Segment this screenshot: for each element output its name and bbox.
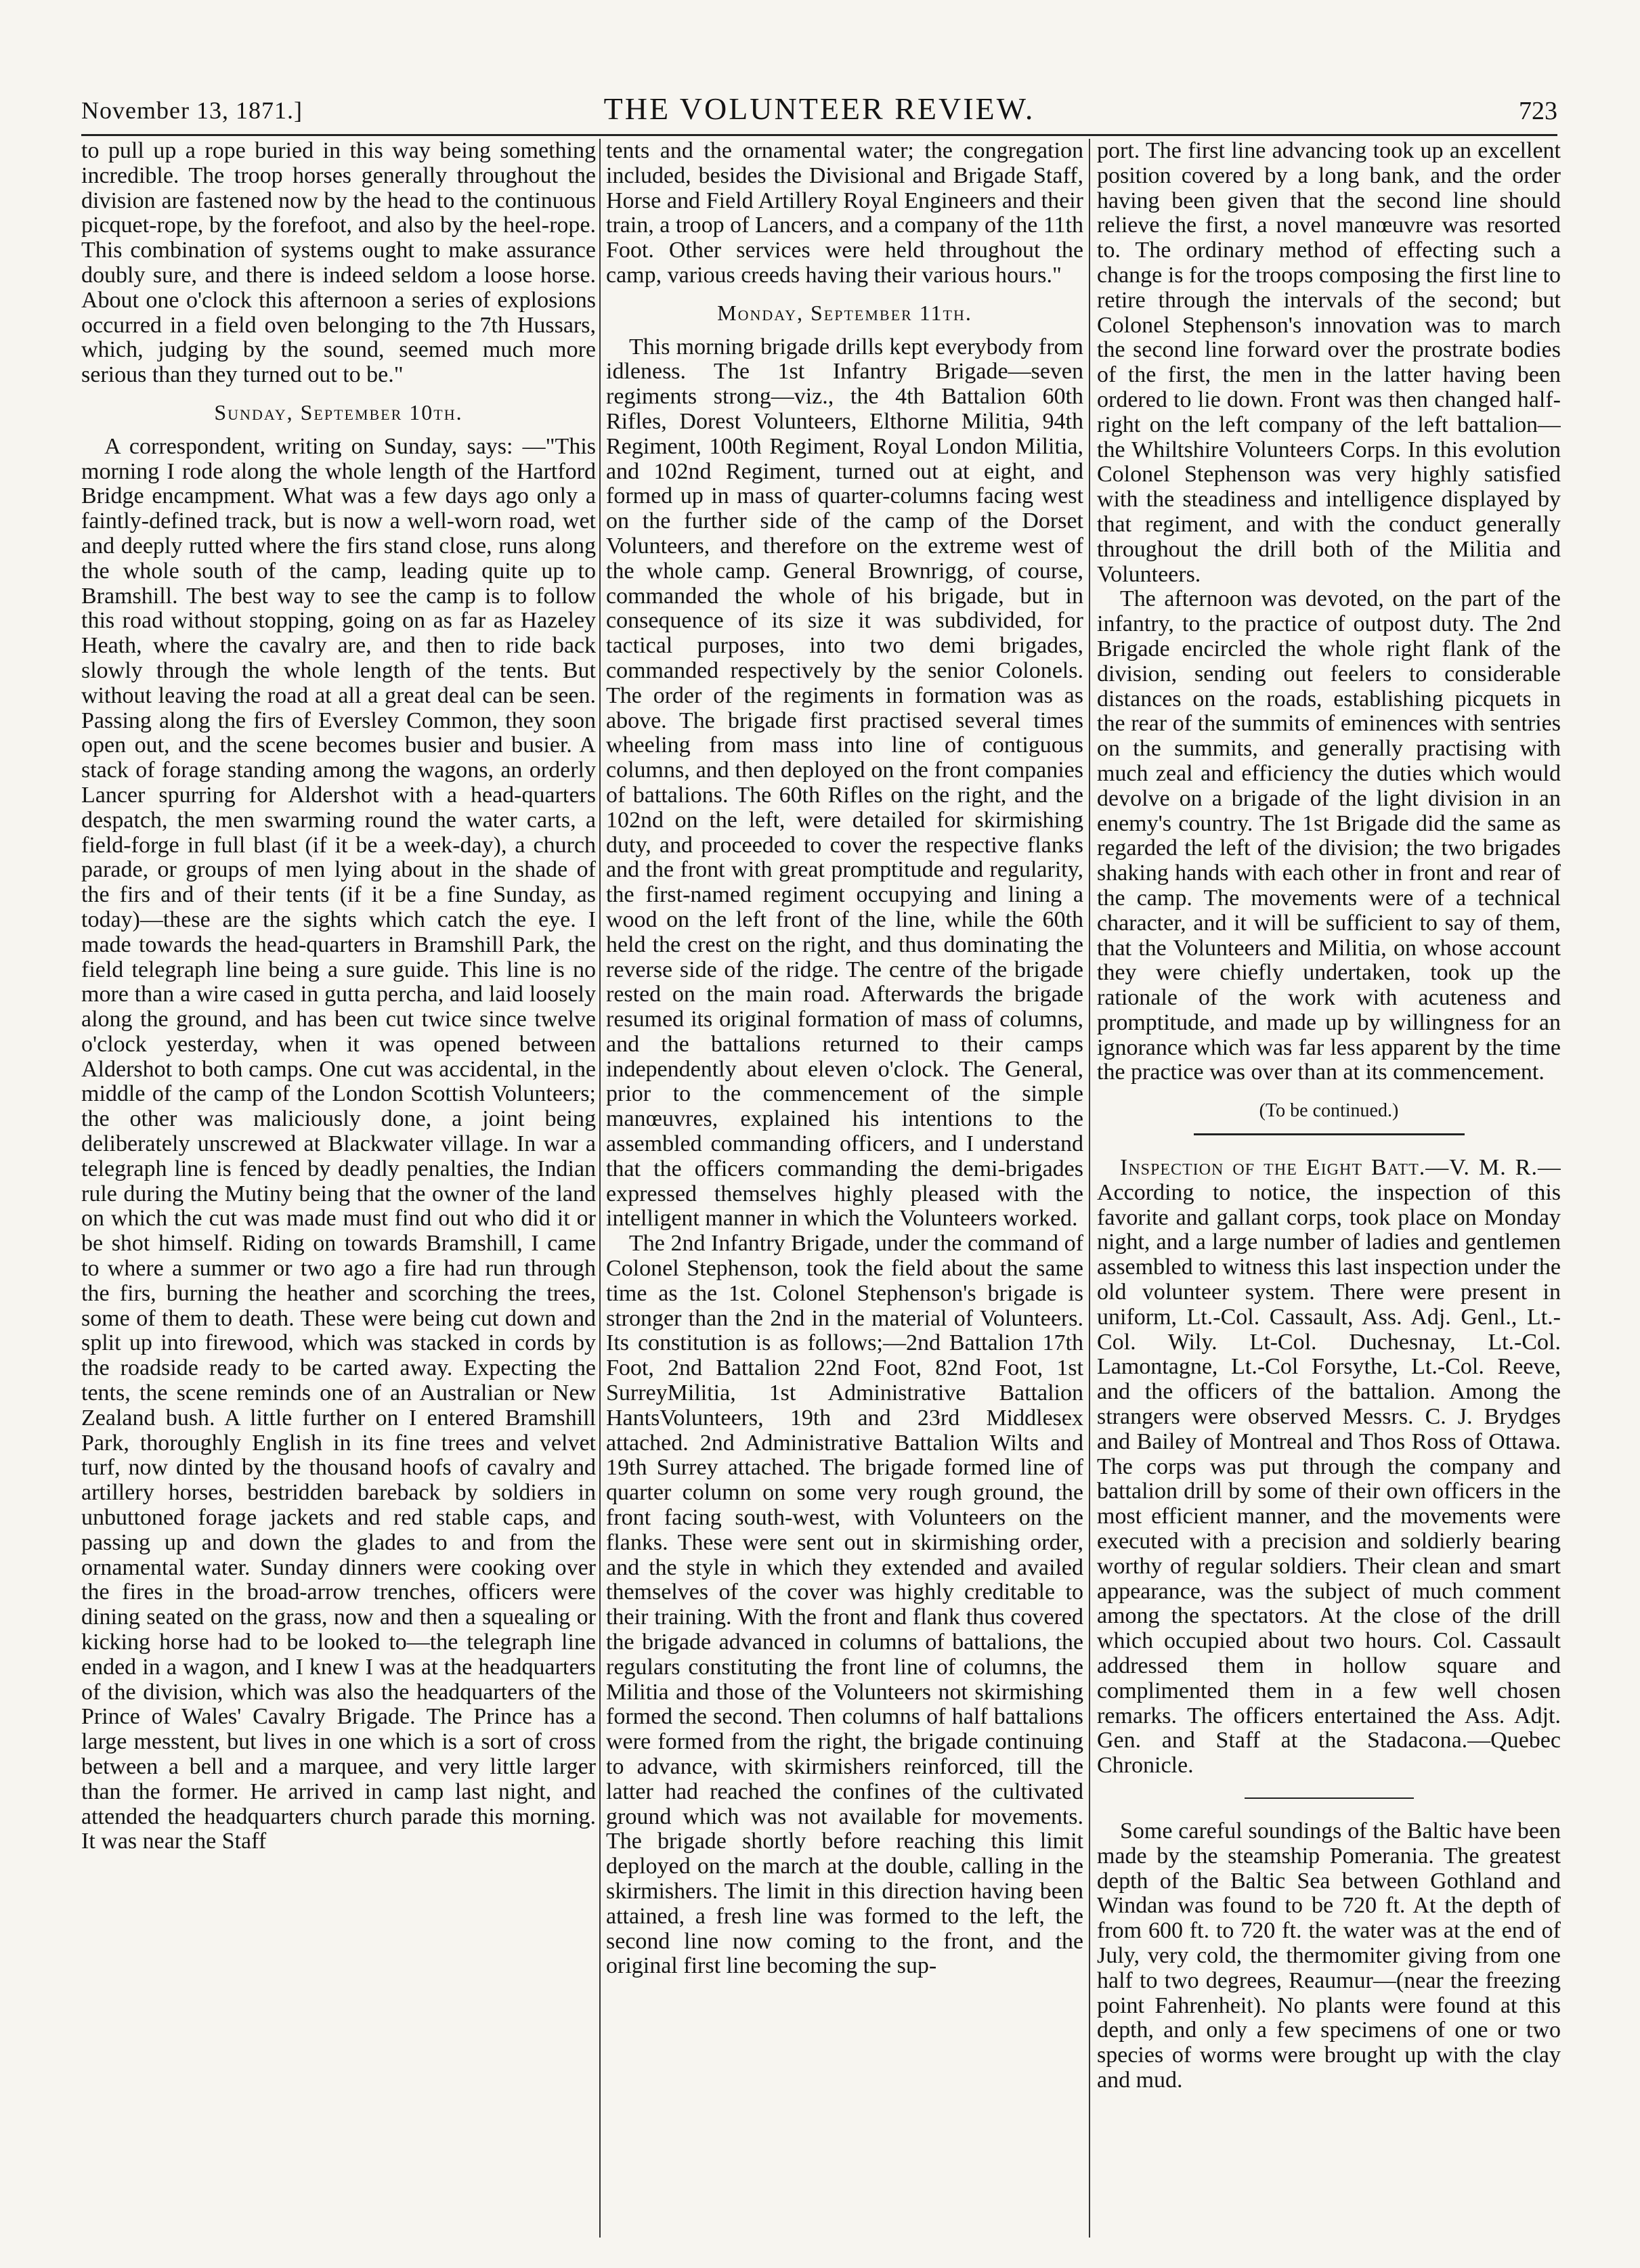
col1-continued-paragraph: to pull up a rope buried in this way being something incredible. The troop horses generally throughout the division are fastened now by the head to the continuous picquet-rope, by the forefoot, and also by the heel-rope. This combination of systems ought to make assurance doubly sure, and there is indeed seldom a loose horse. About one o'clock this afternoon a series of explosions occurred in a field oven belonging to the 7th Hussars, which, judging by the sound, seemed much more serious than they turned out to be." (81, 139, 596, 388)
header-date: November 13, 1871.] (81, 97, 303, 124)
inspection-article (1097, 1156, 1561, 1779)
col2-brigade-drill-paragraph: This morning brigade drills kept everybody from idleness. The 1st Infantry Brigade—seven regiments strong—viz., the 4th Battalion 60th Rifles, Dorest Volunteers, Elthorne Militia, 94th Regiment, 100th Regiment, Royal London Militia, and 102nd Regiment, turned out at eight, and formed up in mass of quarter-columns facing west on the further side of the camp of the Dorset Volunteers, and therefore on the extreme west of the whole camp. General Brownrigg, of course, commanded the whole of his brigade, but in consequence of its size it was subdivided, for tactical purposes, into two demi brigades, commanded respectively by the senior Colonels. The order of the regiments in formation was as above. The brigade first practised several times wheeling from mass into line of contiguous columns, and then deployed on the front companies of battalions. The 60th Rifles on the right, and the 102nd on the left, were detailed for skirmishing duty, and proceeded to cover the respective flanks and the front with great promptitude and regularity, the first-named regiment occupying and lining a wood on the left front of the line, while the 60th held the crest on the right, and thus dominating the reverse side of the ridge. The centre of the brigade rested on the main road. Afterwards the brigade resumed its original formation of mass of columns, and the battalions returned to their camps independently about eleven o'clock. The General, prior to the commencement of the simple manœuvres, explained his intentions to the assembled commanding officers, and I understand that the officers commanding the demi-brigades expressed themselves highly pleased with the intelligent manner in which the Volunteers worked. (606, 334, 1083, 1231)
col2-continued-paragraph: tents and the ornamental water; the congregation included, besides the Divisional and Brigade Staff, Horse and Field Artillery Royal Engineers and their train, a troop of Lancers, and a company of the 11th Foot. Other services were held throughout the camp, various creeds having their various hours." (606, 139, 1083, 288)
section-heading-sunday: Sunday, September 10th. (214, 399, 463, 424)
article-separator-rule (1194, 1133, 1465, 1135)
col1-sunday-paragraph: A correspondent, writing on Sunday, says: —"This morning I rode along the whole length of the Hartford Bridge encampment. What was a few days ago only a faintly-defined track, but is now a well-worn road, wet and deeply rutted where the firs stand close, runs along the whole south of the camp, leading quite up to Bramshill. The best way to see the camp is to follow this road without stopping, going on as far as Hazeley Heath, where the cavalry are, and then to ride back slowly through the whole length of the tents. But without leaving the road at all a great deal can be seen. Passing along the firs of Eversley Common, they soon open out, and the scene becomes busier and busier. A stack of forage standing among the wagons, an orderly Lancer spurring for Aldershot with a head-quarters despatch, the men swarming round the water carts, a field-forge in full blast (if it be a week-day), a church parade, or groups of men lying about in the shade of the firs and of their tents (if it be a fine Sunday, as today)—these are the sights which catch the eye. I made towards the head-quarters in Bramshill Park, the field telegraph line being a sure guide. This line is no more than a wire cased in gutta percha, and laid loosely along the ground, and has been cut twice since twelve o'clock yesterday, when it was opened between Aldershot to both camps. One cut was accidental, in the middle of the camp of the London Scottish Volunteers; the other was maliciously done, a joint being deliberately unscrewed at Blackwater village. In war a telegraph line is fenced by deadly penalties, the Indian rule during the Mutiny being that the owner of the land on which the cut was made must find out who did it or be shot himself. Riding on towards Bramshill, I came to where a summer or two ago a fire had run through the firs, burning the heather and scorching the trees, some of them to death. These were being cut down and split up into firewood, which was stacked in cords by the roadside ready to be carted away. Expecting the tents, the scene reminds one of an Australian or New Zealand bush. A little further on I entered Bramshill Park, thoroughly English in its fine trees and velvet turf, now dinted by the thousand hoofs of cavalry and artillery horses, bestridden bareback by soldiers in unbuttoned forage jackets and red stable caps, and passing up and down the glades to and from the ornamental water. Sunday dinners were cooking over the fires in the broad-arrow trenches, officers were dining seated on the grass, now and then a squealing or kicking horse had to be looked to—the telegraph line ended in a wagon, and I knew I was at the headquarters of the division, which was also the headquarters of the Prince of Wales' Cavalry Brigade. The Prince has a large messtent, but lives in one which is a sort of cross between a bell and a marquee, and very little larger than the former. He arrived in camp last night, and attended the headquarters church parade this morning. It was near the Staff (81, 433, 596, 1854)
page-header (81, 87, 1557, 134)
header-rule (81, 134, 1557, 136)
section-heading-monday: Monday, September 11th. (717, 300, 972, 325)
col3-continued-paragraph: port. The first line advancing took up an excellent position covered by a long bank, and the order having been given that the second line should relieve the first, a novel manœuvre was resorted to. The ordinary method of effecting such a change is for the troops composing the first line to retire through the intervals of the second; but Colonel Stephenson's innovation was to march the second line forward over the prostrate bodies of the first, the men in the latter having been ordered to lie down. Front was then changed half-right on the left company of the left battalion—the Whiltshire Volunteers Corps. In this evolution Colonel Stephenson was very highly satisfied with the steadiness and intelligence displayed by that regiment, and with the conduct generally throughout the drill both of the Militia and Volunteers. (1097, 139, 1561, 587)
to-be-continued-note: (To be continued.) (1259, 1100, 1399, 1122)
baltic-soundings-article: Some careful soundings of the Baltic have been made by the steamship Pomerania. The greatest depth of the Baltic Sea between Gothland and Windan was found to be 720 ft. At the depth of from 600 ft. to 720 ft. the water was at the end of July, very cold, the thermomiter giving from one half to two degrees, Reaumur—(near the freezing point Fahrenheit). No plants were found at this depth, and only a few specimens of one or two species of worms were brought up with the clay and mud. (1097, 1818, 1561, 2093)
col3-outpost-paragraph: The afternoon was devoted, on the part of the infantry, to the practice of outpost duty. The 2nd Brigade encircled the whole right flank of the division, sending out feelers to considerable distances on the roads, establishing picquets in the rear of the summits of eminences with sentries on the summits, and generally practising with much zeal and efficiency the duties which would devolve on a brigade of the light division in an enemy's country. The 1st Brigade did the same as regarded the left of the division; the two brigades shaking hands with each other in front and rear of the camp. The movements were of a technical character, and it will be sufficient to say of them, that the Volunteers and Militia, on whose account they were chiefly undertaken, took up the rationale of the work with acuteness and promptitude, and made up by willingness for an ignorance which was far less apparent by the time the practice was over than at its commencement. (1097, 586, 1561, 1085)
column-divider-1 (599, 139, 601, 2238)
column-divider-2 (1089, 139, 1090, 2238)
inspection-body: —According to notice, the inspection of this favorite and gallant corps, took place on Monday night, and a large number of ladies and gentlemen assembled to witness this last inspection under the old volunteer system. There were present in uniform, Lt.-Col. Cassault, Ass. Adj. Genl., Lt.-Col. Wily. Lt-Col. Duchesnay, Lt.-Col. Lamontagne, Lt.-Col Forsythe, Lt.-Col. Reeve, and the officers of the battalion. Among the strangers were observed Messrs. C. J. Brydges and Bailey of Montreal and Thos Ross of Ottawa. The corps was put through the company and battalion drill by some of their own officers in the most efficient manner, and the movements were executed with a precision and soldierly bearing worthy of regular soldiers. Their clean and smart appearance, was the subject of much comment among the spectators. At the close of the drill which occupied about two hours. Col. Cassault addressed them in hollow square and complimented them in a few well chosen remarks. The officers entertained the Ass. Adjt. Gen. and Staff at the Stadacona.—Quebec Chronicle. (1097, 1155, 1561, 1779)
column-1 (81, 139, 596, 2244)
masthead-title: THE VOLUNTEER REVIEW. (603, 91, 1035, 126)
page-number: 723 (1519, 97, 1557, 125)
column-3 (1097, 139, 1561, 2244)
inspection-title: Inspection of the Eight Batt.—V. M. R. (1120, 1155, 1538, 1181)
col2-second-brigade-paragraph: The 2nd Infantry Brigade, under the command of Colonel Stephenson, took the field about the same time as the 1st. Colonel Stephenson's brigade is stronger than the 2nd in the material of Volunteers. Its constitution is as follows;—2nd Battalion 17th Foot, 2nd Battalion 22nd Foot, 82nd Foot, 1st SurreyMilitia, 1st Administrative Battalion HantsVolunteers, 19th and 23rd Middlesex attached. 2nd Administrative Battalion Wilts and 19th Surrey attached. The brigade formed line of quarter column on some very rough ground, the front facing south-west, with Volunteers on the flanks. These were sent out in skirmishing order, and the style in which they extended and availed themselves of the cover was highly creditable to their training. With the front and flank thus covered the brigade advanced in columns of battalions, the regulars constituting the front line of columns, the Militia and those of the Volunteers not skirmishing formed the second. Then columns of half battalions were formed from the right, the brigade continuing to advance, with skirmishers reinforced, till the latter had reached the confines of the cultivated ground which was not available for movements. The brigade shortly before reaching this limit deployed on the march at the double, calling in the skirmishers. The limit in this direction having been attained, a fresh line was formed to the left, the second line now coming to the front, and the original first line becoming the sup- (606, 1231, 1083, 1979)
article-separator-rule-2 (1245, 1797, 1414, 1799)
column-2 (606, 139, 1083, 2244)
